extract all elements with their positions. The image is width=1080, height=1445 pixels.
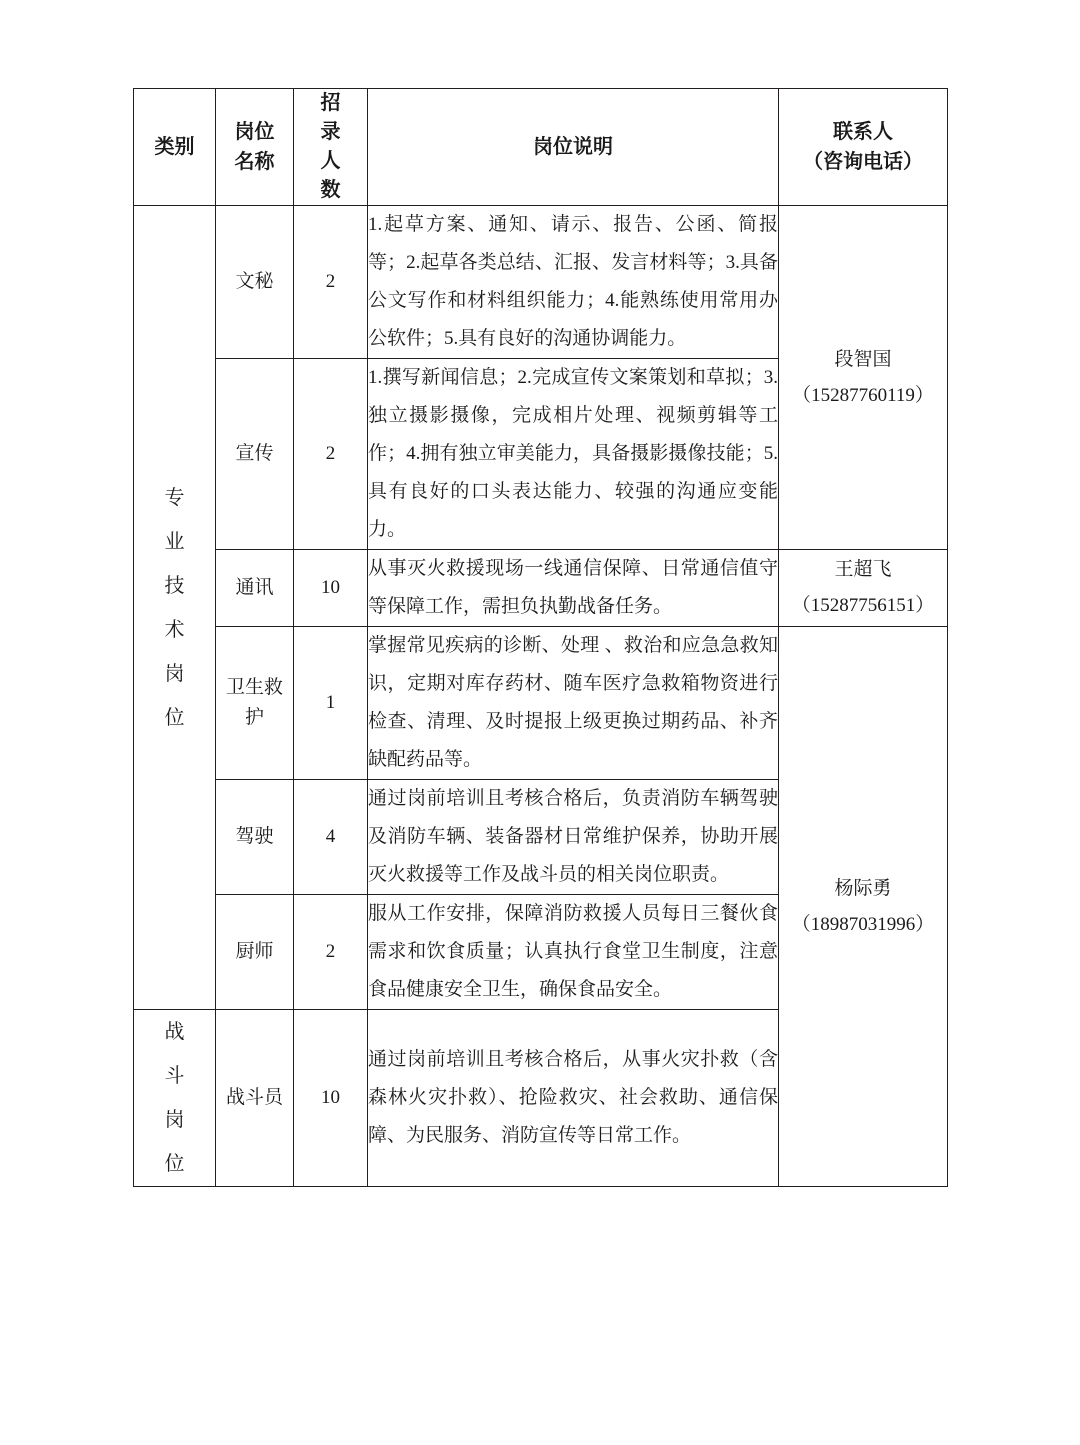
post-name-cell — [216, 550, 294, 627]
table-header-row — [134, 89, 948, 206]
recruit-count-cell: 4 — [294, 780, 368, 895]
contact-name: 段智国 — [834, 348, 892, 370]
category-char: 位 — [164, 706, 185, 729]
post-description-cell: 1.起草方案、通知、请示、报告、公函、简报等；2.起草各类总结、汇报、发言材料等；3.具备公文写作和材料组织能力；4.能熟练使用常用办公软件；5.具有良好的沟通协调能力。 — [368, 206, 779, 359]
table-row — [134, 627, 948, 780]
table-row — [134, 550, 948, 627]
post-name-cell — [216, 206, 294, 359]
post-name-cell — [216, 895, 294, 1010]
recruit-count-cell: 2 — [294, 359, 368, 550]
category-char: 业 — [164, 530, 185, 553]
post-name-line: 护 — [244, 707, 264, 728]
category-char: 战 — [164, 1021, 185, 1043]
header-post-description: 岗位说明 — [368, 89, 779, 206]
category-char: 术 — [164, 618, 185, 641]
category-char: 岗 — [164, 1109, 185, 1131]
category-char: 斗 — [164, 1065, 185, 1087]
post-name-line: 厨师 — [235, 941, 274, 962]
header-post-name-line-1: 岗位 — [234, 121, 275, 143]
recruit-count-cell: 1 — [294, 627, 368, 780]
header-contact-line-2: （咨询电话） — [803, 151, 923, 173]
recruit-count-cell: 2 — [294, 895, 368, 1010]
header-contact-line-1: 联系人 — [833, 121, 893, 143]
post-description-cell: 从事灭火救援现场一线通信保障、日常通信值守等保障工作，需担负执勤战备任务。 — [368, 550, 779, 627]
header-recruit-count-char-4: 数 — [320, 179, 341, 201]
post-name-cell — [216, 780, 294, 895]
contact-name: 王超飞 — [834, 559, 892, 580]
header-recruit-count-char-2: 录 — [320, 121, 341, 143]
recruit-count-cell: 2 — [294, 206, 368, 359]
post-name-line: 战斗员 — [225, 1087, 283, 1108]
contact-cell — [779, 206, 948, 550]
post-name-line: 卫生救 — [225, 677, 283, 698]
category-char: 技 — [164, 574, 185, 597]
category-cell-professional — [134, 206, 216, 1010]
header-contact — [779, 89, 948, 206]
post-name-line: 宣传 — [235, 443, 274, 464]
post-name-cell — [216, 359, 294, 550]
recruitment-table — [133, 88, 948, 1187]
post-name-line: 文秘 — [235, 271, 274, 292]
post-description-cell: 掌握常见疾病的诊断、处理 、救治和应急急救知识，定期对库存药材、随车医疗急救箱物资进行检查、清理、及时提报上级更换过期药品、补齐缺配药品等。 — [368, 627, 779, 780]
header-post-name — [216, 89, 294, 206]
category-char: 位 — [164, 1153, 185, 1175]
recruit-count-cell: 10 — [294, 1010, 368, 1187]
header-recruit-count — [294, 89, 368, 206]
contact-cell — [779, 627, 948, 1187]
table-row — [134, 206, 948, 359]
header-recruit-count-char-3: 人 — [320, 150, 341, 172]
post-description-cell: 通过岗前培训且考核合格后，负责消防车辆驾驶及消防车辆、装备器材日常维护保养，协助开展灭火救援等工作及战斗员的相关岗位职责。 — [368, 780, 779, 895]
contact-name: 杨际勇 — [834, 877, 892, 899]
post-name-cell — [216, 627, 294, 780]
post-description-cell: 服从工作安排，保障消防救援人员每日三餐伙食需求和饮食质量；认真执行食堂卫生制度，注意食品健康安全卫生，确保食品安全。 — [368, 895, 779, 1010]
post-name-cell — [216, 1010, 294, 1187]
contact-phone: （18987031996） — [791, 913, 935, 935]
contact-cell — [779, 550, 948, 627]
category-char: 岗 — [164, 662, 185, 685]
contact-phone: （15287760119） — [792, 384, 934, 406]
post-description-cell: 1.撰写新闻信息；2.完成宣传文案策划和草拟；3.独立摄影摄像，完成相片处理、视频剪辑等工作；4.拥有独立审美能力，具备摄影摄像技能；5.具有良好的口头表达能力、较强的沟通应变能力。 — [368, 359, 779, 550]
recruit-count-cell: 10 — [294, 550, 368, 627]
header-recruit-count-char-1: 招 — [320, 92, 341, 114]
header-category: 类别 — [134, 89, 216, 206]
header-post-name-line-2: 名称 — [234, 151, 275, 173]
category-cell-combat — [134, 1010, 216, 1187]
post-name-line: 通讯 — [235, 577, 274, 598]
post-description-cell: 通过岗前培训且考核合格后，从事火灾扑救（含森林火灾扑救）、抢险救灾、社会救助、通信保障、为民服务、消防宣传等日常工作。 — [368, 1010, 779, 1187]
category-char: 专 — [164, 486, 185, 509]
post-name-line: 驾驶 — [235, 826, 274, 847]
contact-phone: （15287756151） — [791, 595, 935, 616]
